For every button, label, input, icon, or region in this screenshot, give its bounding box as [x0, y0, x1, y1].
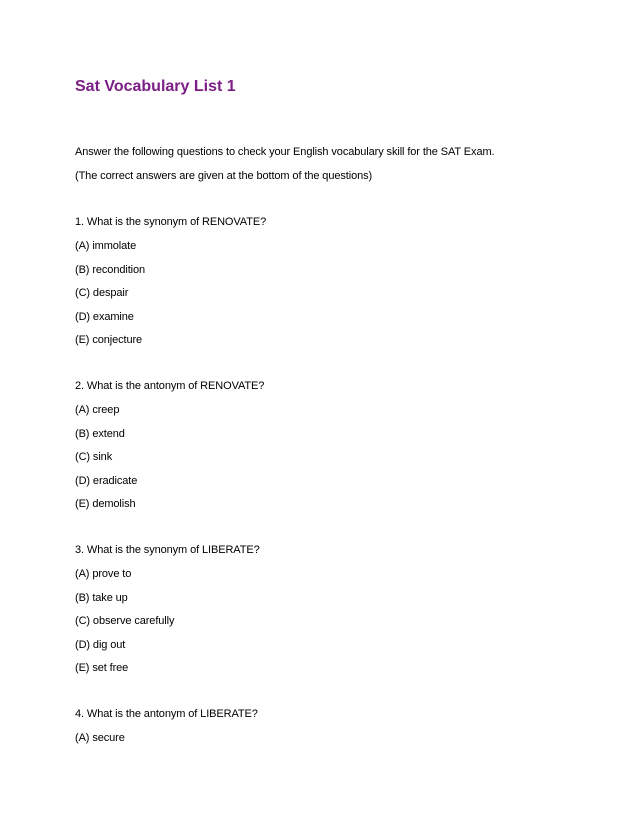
question-3-option-a: (A) prove to	[75, 568, 132, 580]
question-3-option-d: (D) dig out	[75, 639, 126, 651]
question-4: 4. What is the antonym of LIBERATE?	[75, 708, 258, 720]
question-2-option-d: (D) eradicate	[75, 475, 138, 487]
intro-text: Answer the following questions to check your English vocabulary skill for the SAT Exam.	[75, 146, 495, 158]
question-2-option-c: (C) sink	[75, 451, 113, 463]
question-2: 2. What is the antonym of RENOVATE?	[75, 380, 265, 392]
question-1-option-c: (C) despair	[75, 287, 129, 299]
question-1-option-a: (A) immolate	[75, 240, 137, 252]
question-2-option-e: (E) demolish	[75, 498, 136, 510]
question-3-option-e: (E) set free	[75, 662, 129, 674]
question-1-option-b: (B) recondition	[75, 264, 146, 276]
document-title: Sat Vocabulary List 1	[75, 78, 236, 95]
question-1-option-e: (E) conjecture	[75, 334, 143, 346]
question-2-option-b: (B) extend	[75, 428, 125, 440]
question-3-option-b: (B) take up	[75, 592, 128, 604]
question-3: 3. What is the synonym of LIBERATE?	[75, 544, 260, 556]
question-3-option-c: (C) observe carefully	[75, 615, 175, 627]
question-2-option-a: (A) creep	[75, 404, 120, 416]
question-4-option-a: (A) secure	[75, 732, 125, 744]
answers-note: (The correct answers are given at the bottom of the questions)	[75, 170, 373, 182]
question-1: 1. What is the synonym of RENOVATE?	[75, 216, 267, 228]
question-1-option-d: (D) examine	[75, 311, 134, 323]
